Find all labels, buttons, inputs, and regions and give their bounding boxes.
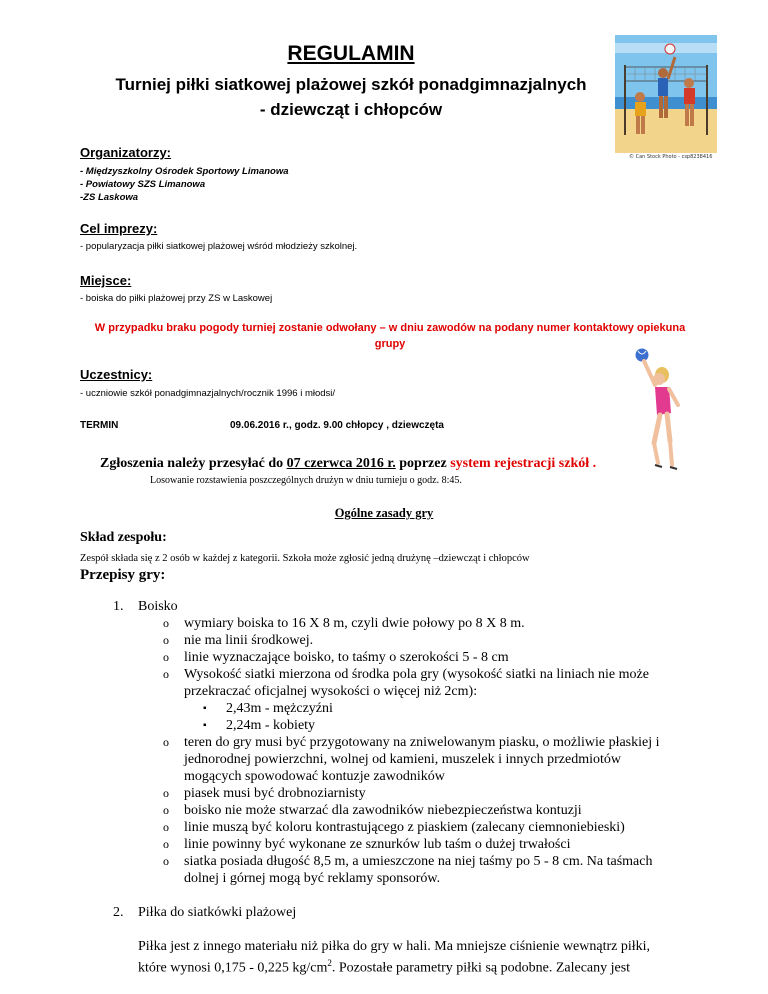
bullet-icon: o [163,820,169,834]
draw-info: Losowanie rozstawienia poszczególnych drużyn w dniu turnieju o godz. 8:45. [150,475,462,486]
goal-text: - popularyzacja piłki siatkowej plażowej wśród młodzieży szkolnej. [80,241,358,252]
bullet-icon: o [163,803,169,817]
bullet-icon: o [163,786,169,800]
list-item: o nie ma linii środkowej. [163,633,314,648]
organizer-item: - Powiatowy SZS Limanowa [80,179,206,190]
bullet-icon: o [163,650,169,664]
registration-date: 07 czerwca 2016 r. [286,456,396,471]
termin-value: 09.06.2016 r., godz. 9.00 chłopcy , dziewczęta [230,420,444,431]
subtitle-line-2: - dziewcząt i chłopców [259,100,443,119]
bullet-icon: o [163,616,169,630]
list-item-cont: jednorodnej powierzchni, wolnej od kamieni, muszelek i innych przedmiotów [184,752,621,767]
termin-label: TERMIN [80,420,119,431]
image-caption: © Can Stock Photo - csp8238416 [629,154,713,160]
bullet-icon: o [163,837,169,851]
item-number: 1. [113,599,124,614]
registration-middle: poprzez [395,456,451,471]
team-text: Zespół składa się z 2 osób w każdej z kategorii. Szkoła może zgłosić jedną drużynę –dziewcząt i chłopców [80,553,530,564]
list-item [80,598,720,615]
superscript: 2 [327,958,332,968]
list-item: o Wysokość siatki mierzona od środka pola gry (wysokość siatki na liniach nie może [163,667,649,682]
rules-heading: Przepisy gry: [80,567,166,583]
list-item: o linie muszą być koloru kontrastującego z piaskiem (zalecany ciemnoniebieski) [163,820,625,835]
organizers-list [80,165,289,204]
bullet-icon: o [163,735,169,749]
organizers-heading: Organizatorzy: [80,145,172,160]
list-item: o linie powinny być wykonane ze sznurków lub taśm o dużej trwałości [163,837,571,852]
item-label: Piłka do siatkówki plażowej [138,905,297,920]
participants-text: - uczniowie szkół ponadgimnazjalnych/rocznik 1996 i młodsi/ [80,388,336,399]
bullet-icon: o [163,633,169,647]
item-label: Boisko [138,599,178,614]
list-item: o siatka posiada długość 8,5 m, a umieszczone na niej taśmy po 5 - 8 cm. Na taśmach [163,854,653,869]
list-item-cont: mogących spowodować kontuzje zawodników [184,769,445,784]
rules-list [80,598,720,977]
place-heading: Miejsce: [80,273,132,288]
paragraph-line: Piłka jest z innego materiału niż piłka do gry w hali. Ma mniejsze ciśnienie wewnątrz piłki, [138,939,651,954]
list-item: o wymiary boiska to 16 X 8 m, czyli dwie połowy po 8 X 8 m. [163,616,525,631]
general-rules-heading: Ogólne zasady gry [334,506,434,520]
page-subtitle [60,72,642,122]
subtitle-line-1: Turniej piłki siatkowej plażowej szkół ponadgimnazjalnych [115,75,587,94]
beach-volleyball-image [615,35,717,161]
sub-item: ▪ 2,24m - kobiety [203,718,316,733]
list-item: o linie wyznaczające boisko, to taśmy o szerokości 5 - 8 cm [163,650,509,665]
list-item: o boisko nie może stwarzać dla zawodników niebezpieczeństwa kontuzji [163,803,582,818]
organizer-item: -ZS Laskowa [80,192,139,203]
registration-line [100,456,596,472]
list-item [80,904,720,921]
sub-item: ▪ 2,43m - mężczyźni [203,701,333,716]
participants-heading: Uczestnicy: [80,367,153,382]
registration-prefix: Zgłoszenia należy przesyłać do [100,456,287,471]
weather-note: W przypadku braku pogody turniej zostanie odwołany – w dniu zawodów na podany numer kontaktowy opiekuna grupy [94,322,686,350]
list-item: o teren do gry musi być przygotowany na zniwelowanym piasku, o możliwie płaskiej i [163,735,660,750]
page-title: REGULAMIN [287,42,415,65]
bullet-icon: o [163,667,169,681]
registration-system-link[interactable]: system rejestracji szkół . [450,456,597,471]
swimmer-image [628,345,690,473]
swimmer-illustration [628,345,690,473]
square-bullet-icon: ▪ [203,703,207,714]
item-number: 2. [113,905,124,920]
bullet-icon: o [163,854,169,868]
paragraph-line: które wynosi 0,175 - 0,225 $kg/cm^2$. Pozostałe parametry piłki są podobne. Zalecany jest [138,958,631,976]
place-text: - boiska do piłki plażowej przy ZS w Laskowej [80,293,273,304]
goal-heading: Cel imprezy: [80,221,158,236]
beach-volleyball-illustration [615,35,717,161]
team-heading: Skład zespołu: [80,530,167,545]
list-item-cont: przekraczać oficjalnej wysokości o więcej niż 2cm): [184,684,478,699]
list-item: o piasek musi być drobnoziarnisty [163,786,366,801]
square-bullet-icon: ▪ [203,720,207,731]
list-item-cont: dolnej i górnej mogą być reklamy sponsorów. [184,871,441,886]
organizer-item: - Międzyszkolny Ośrodek Sportowy Limanowa [80,166,289,177]
